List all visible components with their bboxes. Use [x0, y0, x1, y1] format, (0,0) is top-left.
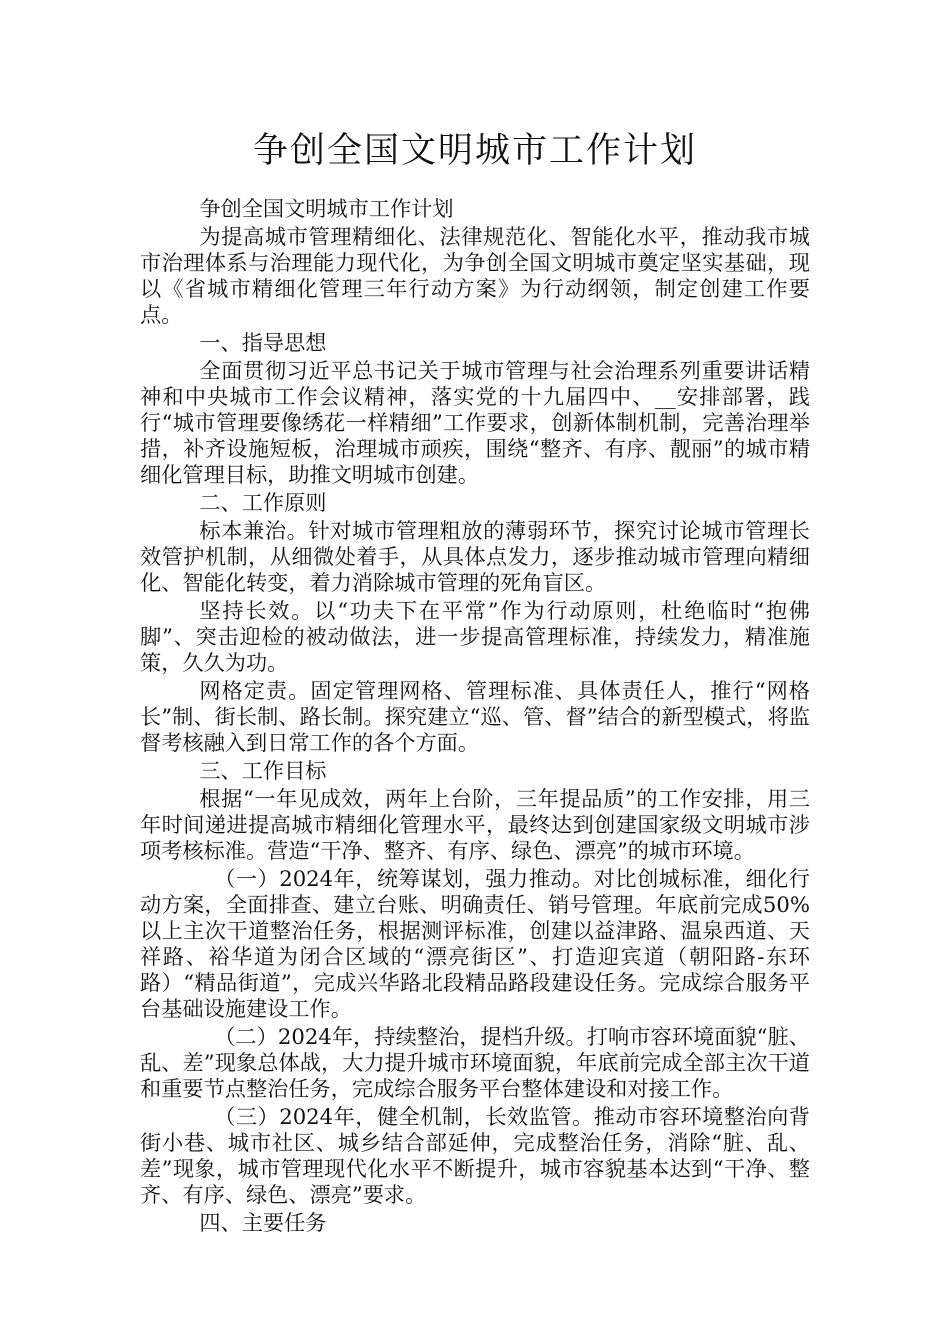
paragraph-p10: 根据“一年见成效，两年上台阶，三年提品质”的工作安排，用三年时间递进提高城市精细化管理水平，最终达到创建国家级文明城市涉项考核标准。营造“干净、整齐、有序、绿色、漂亮”的城市环境。	[140, 786, 810, 863]
paragraph-p03: 一、指导思想	[199, 330, 327, 355]
paragraph-p04: 全面贯彻习近平总书记关于城市管理与社会治理系列重要讲话精神和中央城市工作会议精神，落实党的十九届四中、__安排部署，践行“城市管理要像绣花一样精细”工作要求，创新体制机制，完善治理举措，补齐设施短板，治理城市顽疾，围绕“整齐、有序、靓丽”的城市精细化管理目标，助推文明城市创建。	[140, 358, 810, 487]
paragraph-p13: （三）2024年，健全机制，长效监管。推动市容环境整治向背街小巷、城市社区、城乡结合部延伸，完成整治任务，消除“脏、乱、差”现象，城市管理现代化水平不断提升，城市容貌基本达到“干净、整齐、有序、绿色、漂亮”要求。	[140, 1104, 810, 1207]
document-title: 争创全国文明城市工作计划	[252, 131, 697, 171]
paragraph-p05: 二、工作原则	[199, 490, 327, 515]
paragraph-p11: （一）2024年，统筹谋划，强力推动。对比创城标准，细化行动方案，全面排查、建立台账、明确责任、销号管理。年底前完成50%以上主次干道整治任务，根据测评标准，创建以益津路、温泉西道、天祥路、裕华道为闭合区域的“漂亮街区”、打造迎宾道（朝阳路-东环路）“精品街道”，完成兴华路北段精品路段建设任务。完成综合服务平台基础设施建设工作。	[140, 866, 810, 1021]
document-body	[140, 196, 810, 1238]
paragraph-p09: 三、工作目标	[199, 758, 327, 783]
paragraph-p14: 四、主要任务	[199, 1210, 327, 1235]
paragraph-p02: 为提高城市管理精细化、法律规范化、智能化水平，推动我市城市治理体系与治理能力现代化，为争创全国文明城市奠定坚实基础，现以《省城市精细化管理三年行动方案》为行动纲领，制定创建工作要点。	[140, 224, 810, 327]
paragraph-p01: 争创全国文明城市工作计划	[199, 196, 454, 221]
paragraph-p06: 标本兼治。针对城市管理粗放的薄弱环节，探究讨论城市管理长效管护机制，从细微处着手，从具体点发力，逐步推动城市管理向精细化、智能化转变，着力消除城市管理的死角盲区。	[140, 518, 810, 595]
paragraph-p08: 网格定责。固定管理网格、管理标准、具体责任人，推行“网格长”制、街长制、路长制。探究建立“巡、管、督”结合的新型模式，将监督考核融入到日常工作的各个方面。	[140, 678, 810, 755]
paragraph-p12: （二）2024年，持续整治，提档升级。打响市容环境面貌“脏、乱、差”现象总体战，大力提升城市环境面貌，年底前完成全部主次干道和重要节点整治任务，完成综合服务平台整体建设和对接工作。	[140, 1024, 810, 1101]
paragraph-p07: 坚持长效。以“功夫下在平常”作为行动原则，杜绝临时“抱佛脚”、突击迎检的被动做法，进一步提高管理标准，持续发力，精准施策，久久为功。	[140, 598, 810, 675]
